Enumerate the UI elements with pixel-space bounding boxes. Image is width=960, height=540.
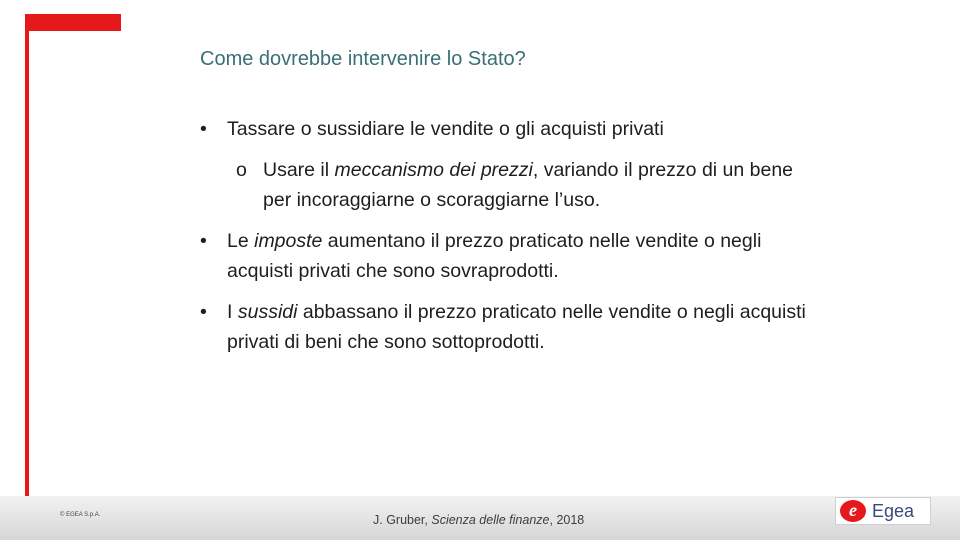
- bullet-2-before: Le: [227, 230, 255, 252]
- red-corner-bar-top: [25, 14, 121, 31]
- bullet-2-after: aumentano il prezzo praticato nelle vendite o negli acquisti privati che sono sovraprodotti.: [227, 230, 762, 282]
- slide-title: Come dovrebbe intervenire lo Stato?: [200, 48, 526, 70]
- bullet-icon: •: [200, 301, 207, 323]
- bullet-3-after: abbassano il prezzo praticato nelle vendite o negli acquisti privati di beni che sono sottoprodotti.: [227, 301, 806, 353]
- footer-band: [0, 496, 960, 540]
- citation: [373, 513, 584, 527]
- slide-body: [200, 114, 820, 357]
- copyright-notice: © EGEA S.p.A.: [60, 512, 101, 518]
- bullet-3: [200, 297, 820, 357]
- bullet-2: [200, 226, 820, 286]
- egea-logo: [835, 497, 931, 525]
- citation-title: Scienza delle finanze: [431, 513, 550, 527]
- bullet-2-italic: imposte: [254, 230, 323, 252]
- sub-bullet-1-before: Usare il: [263, 159, 335, 181]
- bullet-1: [200, 114, 820, 144]
- bullet-icon: •: [200, 230, 207, 252]
- citation-year: , 2018: [549, 513, 585, 527]
- egea-logo-icon: e: [840, 500, 866, 522]
- bullet-icon: •: [200, 118, 207, 140]
- bullet-1-text: Tassare o sussidiare le vendite o gli acquisti privati: [227, 118, 664, 140]
- red-corner-bar-left: [25, 14, 29, 534]
- bullet-3-before: I: [227, 301, 238, 323]
- sub-bullet-1: [236, 155, 820, 215]
- sub-bullet-1-after: , variando il prezzo di un bene per incoraggiarne o scoraggiarne l’uso.: [263, 159, 794, 211]
- citation-author: J. Gruber,: [373, 513, 432, 527]
- sub-bullet-icon: o: [236, 159, 247, 181]
- egea-logo-word: Egea: [872, 501, 915, 521]
- sub-bullet-1-italic: meccanismo dei prezzi: [334, 159, 533, 181]
- bullet-3-italic: sussidi: [237, 301, 298, 323]
